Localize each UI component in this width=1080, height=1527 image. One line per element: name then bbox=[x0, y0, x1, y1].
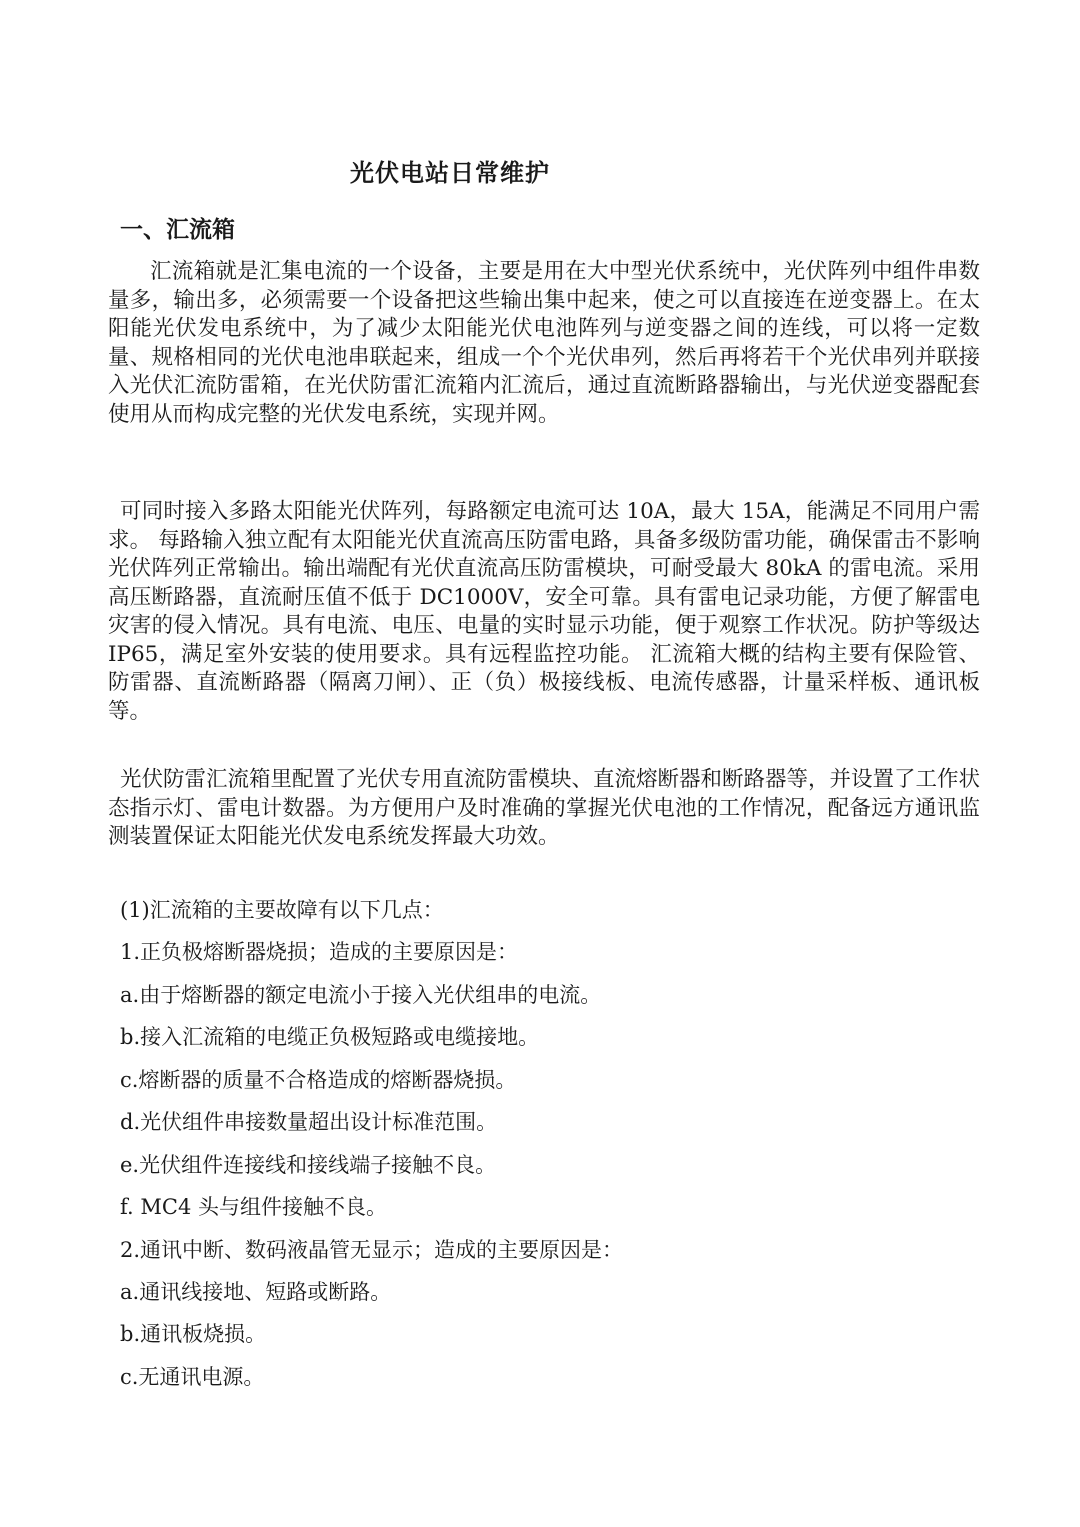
fault-cause-1b: b.接入汇流箱的电缆正负极短路或电缆接地。 bbox=[120, 1025, 540, 1049]
fault-cause-2a: a.通讯线接地、短路或断路。 bbox=[120, 1280, 392, 1304]
fault-cause-1a: a.由于熔断器的额定电流小于接入光伏组串的电流。 bbox=[120, 983, 602, 1007]
fault-cause-1d: d.光伏组件串接数量超出设计标准范围。 bbox=[120, 1110, 498, 1134]
paragraph-intro: 汇流箱就是汇集电流的一个设备，主要是用在大中型光伏系统中，光伏阵列中组件串数量多，输出多，必须需要一个设备把这些输出集中起来，使之可以直接连在逆变器上。在太阳能光伏发电系统中，为了减少太阳能光伏电池阵列与逆变器之间的连线，可以将一定数量、规格相同的光伏电池串联起来，组成一个个光伏串列，然后再将若干个光伏串列并联接入光伏汇流防雷箱，在光伏防雷汇流箱内汇流后，通过直流断路器输出，与光伏逆变器配套使用从而构成完整的光伏发电系统，实现并网。 bbox=[108, 259, 980, 427]
fault-list-heading: (1)汇流箱的主要故障有以下几点： bbox=[120, 898, 444, 922]
section-heading: 一、汇流箱 bbox=[120, 217, 235, 243]
fault-cause-1e: e.光伏组件连接线和接线端子接触不良。 bbox=[120, 1153, 497, 1177]
document-title: 光伏电站日常维护 bbox=[350, 159, 550, 187]
paragraph-configuration: 光伏防雷汇流箱里配置了光伏专用直流防雷模块、直流熔断器和断路器等，并设置了工作状态指示灯、雷电计数器。为方便用户及时准确的掌握光伏电池的工作情况，配备远方通讯监测装置保证太阳能光伏发电系统发挥最大功效。 bbox=[108, 767, 981, 849]
fault-cause-2b: b.通讯板烧损。 bbox=[120, 1322, 267, 1346]
paragraph-features: 可同时接入多路太阳能光伏阵列，每路额定电流可达 10A，最大 15A，能满足不同用户需求。 每路输入独立配有太阳能光伏直流高压防雷电路，具备多级防雷功能，确保雷击不影响光伏阵列正常输出。输出端配有光伏直流高压防雷模块，可耐受最大 80kA 的雷电流。采用高压断路器，直流耐压值不低于 DC1000V，安全可靠。具有雷电记录功能，方便了解雷电灾害的侵入情况。具有电流、电压、电量的实时显示功能，便于观察工作状况。防护等级达 IP65，满足室外安装的使用要求。具有远程监控功能。 汇流箱大概的结构主要有保险管、防雷器、直流断路器（隔离刀闸）、正（负）极接线板、电流传感器，计量采样板、通讯板等。 bbox=[108, 499, 980, 724]
fault-item-1: 1.正负极熔断器烧损；造成的主要原因是： bbox=[120, 940, 519, 964]
fault-cause-2c: c.无通讯电源。 bbox=[120, 1365, 265, 1389]
fault-cause-1f: f. MC4 头与组件接触不良。 bbox=[120, 1195, 387, 1219]
fault-item-2: 2.通讯中断、数码液晶管无显示；造成的主要原因是： bbox=[120, 1238, 624, 1262]
fault-cause-1c: c.熔断器的质量不合格造成的熔断器烧损。 bbox=[120, 1068, 517, 1092]
